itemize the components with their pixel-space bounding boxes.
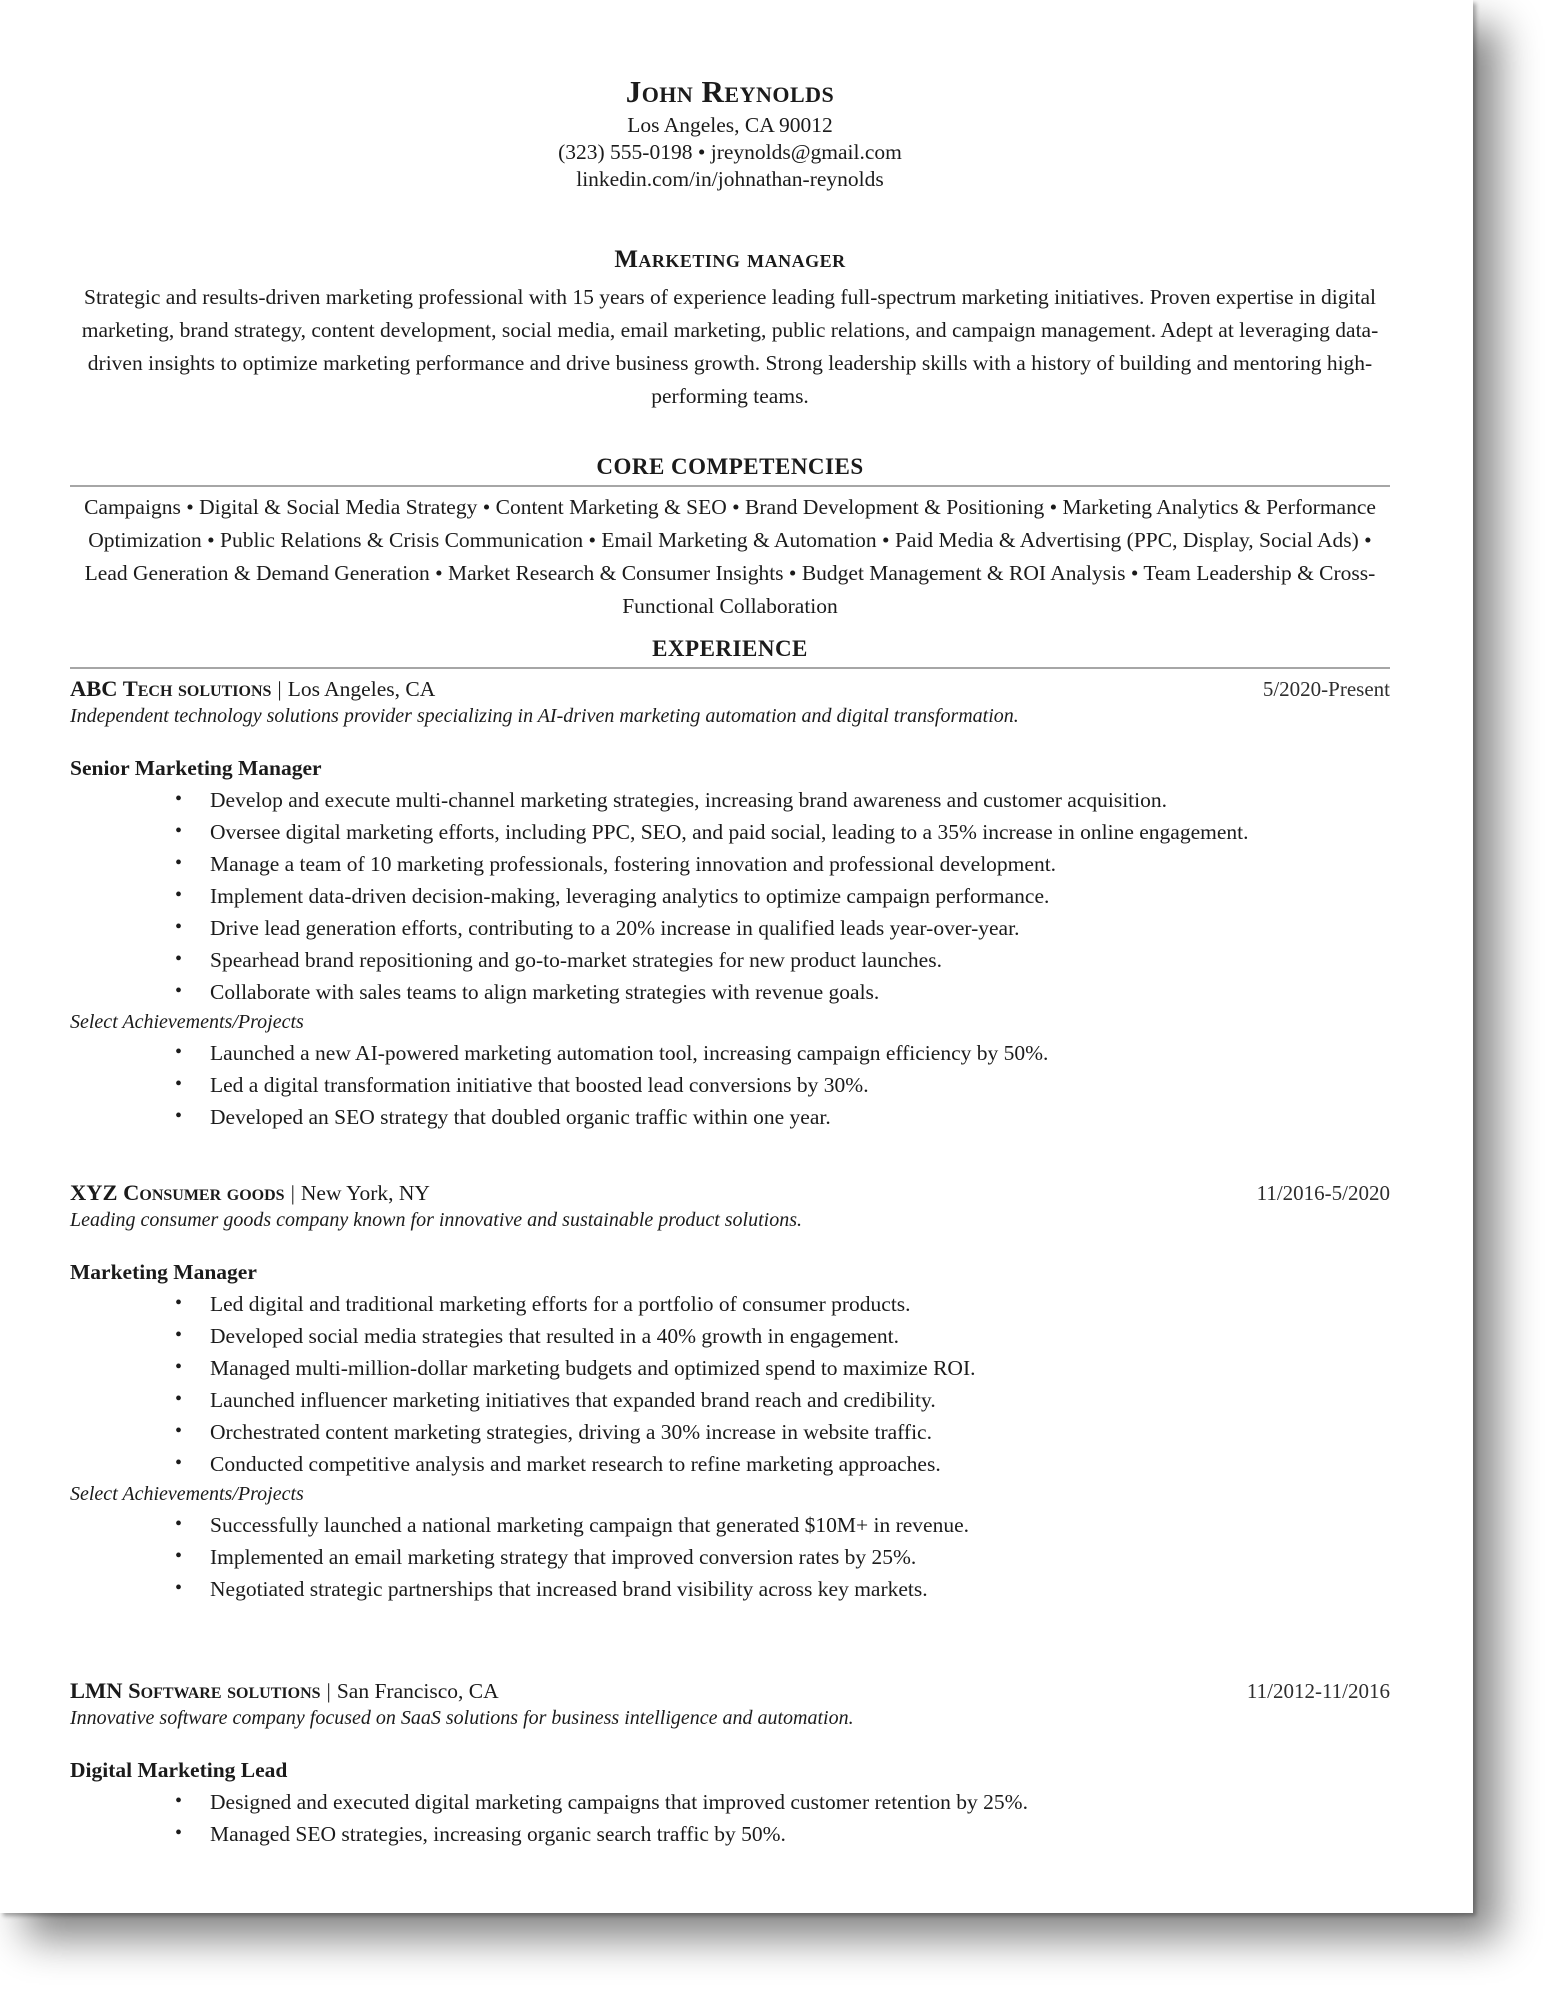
job-bullet: • Led digital and traditional marketing efforts for a portfolio of consumer products. — [210, 1288, 1390, 1320]
job-bullet-list — [70, 1786, 1390, 1850]
job-bullet: • Manage a team of 10 marketing professionals, fostering innovation and professional development. — [210, 848, 1390, 880]
job-dates: 11/2016-5/2020 — [1256, 1181, 1390, 1205]
achievements-list — [70, 1037, 1390, 1133]
job-header — [70, 1677, 1390, 1705]
job-entry-abc-tech — [70, 675, 1390, 1133]
achievement-bullet: • Successfully launched a national marketing campaign that generated $10M+ in revenue. — [210, 1509, 1390, 1541]
section-rule — [70, 667, 1390, 669]
job-bullet: • Oversee digital marketing efforts, including PPC, SEO, and paid social, leading to a 35% increase in online engagement. — [210, 816, 1390, 848]
job-bullet: • Develop and execute multi-channel marketing strategies, increasing brand awareness and customer acquisition. — [210, 784, 1390, 816]
job-role: Digital Marketing Lead — [70, 1758, 288, 1782]
achievements-list — [70, 1509, 1390, 1605]
job-dates: 5/2020-Present — [1262, 677, 1390, 701]
company-name: ABC Tech solutions — [70, 676, 272, 701]
job-bullet: • Drive lead generation efforts, contributing to a 20% increase in qualified leads year-over-year. — [210, 912, 1390, 944]
job-dates: 11/2012-11/2016 — [1246, 1679, 1390, 1703]
job-bullet: • Launched influencer marketing initiatives that expanded brand reach and credibility. — [210, 1384, 1390, 1416]
job-title-line — [70, 675, 435, 703]
section-heading-experience: EXPERIENCE — [652, 636, 808, 661]
job-bullet: • Collaborate with sales teams to align marketing strategies with revenue goals. — [210, 976, 1390, 1008]
job-role: Marketing Manager — [70, 1260, 257, 1284]
job-bullet: • Managed multi-million-dollar marketing budgets and optimized spend to maximize ROI. — [210, 1352, 1390, 1384]
resume-header — [70, 72, 1390, 193]
job-bullet: • Spearhead brand repositioning and go-to-market strategies for new product launches. — [210, 944, 1390, 976]
achievement-bullet: • Negotiated strategic partnerships that increased brand visibility across key markets. — [210, 1573, 1390, 1605]
achievements-label: Select Achievements/Projects — [70, 1011, 304, 1033]
job-header — [70, 675, 1390, 703]
pipe-separator: | — [277, 677, 282, 701]
job-bullet-list — [70, 784, 1390, 1008]
candidate-linkedin: linkedin.com/in/johnathan-reynolds — [576, 167, 884, 191]
job-bullet: • Developed social media strategies that resulted in a 40% growth in engagement. — [210, 1320, 1390, 1352]
candidate-location: Los Angeles, CA 90012 — [627, 113, 833, 137]
job-bullet: • Designed and executed digital marketing campaigns that improved customer retention by 25%. — [210, 1786, 1390, 1818]
job-bullet: • Orchestrated content marketing strategies, driving a 30% increase in website traffic. — [210, 1416, 1390, 1448]
achievement-bullet: • Developed an SEO strategy that doubled organic traffic within one year. — [210, 1101, 1390, 1133]
job-bullet: • Managed SEO strategies, increasing organic search traffic by 50%. — [210, 1818, 1390, 1850]
job-location: New York, NY — [300, 1181, 430, 1205]
company-name: XYZ Consumer goods — [70, 1180, 285, 1205]
job-entry-lmn-software — [70, 1677, 1390, 1850]
pipe-separator: | — [290, 1181, 295, 1205]
job-header — [70, 1179, 1390, 1207]
job-bullet-list — [70, 1288, 1390, 1480]
company-description: Leading consumer goods company known for innovative and sustainable product solutions. — [70, 1209, 802, 1231]
section-heading-core-competencies: CORE COMPETENCIES — [596, 454, 864, 479]
candidate-phone-email: (323) 555-0198 • jreynolds@gmail.com — [558, 140, 902, 164]
achievement-bullet: • Implemented an email marketing strategy that improved conversion rates by 25%. — [210, 1541, 1390, 1573]
candidate-name: John Reynolds — [625, 74, 835, 109]
job-title-line — [70, 1677, 499, 1705]
resume-title: Marketing manager — [614, 246, 846, 273]
company-description: Innovative software company focused on SaaS solutions for business intelligence and automation. — [70, 1707, 854, 1729]
section-rule — [70, 485, 1390, 487]
job-title-line — [70, 1179, 430, 1207]
job-bullet: • Implement data-driven decision-making, leveraging analytics to optimize campaign performance. — [210, 880, 1390, 912]
achievements-label: Select Achievements/Projects — [70, 1483, 304, 1505]
company-description: Independent technology solutions provider specializing in AI-driven marketing automation and digital transformation. — [70, 705, 1019, 727]
achievement-bullet: • Launched a new AI-powered marketing automation tool, increasing campaign efficiency by 50%. — [210, 1037, 1390, 1069]
pipe-separator: | — [326, 1679, 331, 1703]
summary-text: Strategic and results-driven marketing professional with 15 years of experience leading full-spectrum marketing initiatives. Proven expertise in digital marketing, brand strategy, content development, social media, email marketing, public relations, and campaign management. Adept at leveraging data-driven insights to optimize marketing performance and drive business growth. Strong leadership skills with a history of building and mentoring high-performing teams. — [81, 285, 1379, 408]
job-location: Los Angeles, CA — [287, 677, 436, 701]
company-name: LMN Software solutions — [70, 1678, 321, 1703]
competencies-list: Campaigns • Digital & Social Media Strategy • Content Marketing & SEO • Brand Development & Positioning • Marketing Analytics & Performance Optimization • Public Relations & Crisis Communication • Email Marketing & Automation • Paid Media & Advertising (PPC, Display, Social Ads) • Lead Generation & Demand Generation • Market Research & Consumer Insights • Budget Management & ROI Analysis • Team Leadership & Cross-Functional Collaboration — [84, 495, 1376, 618]
job-location: San Francisco, CA — [336, 1679, 499, 1703]
job-entry-xyz-consumer — [70, 1179, 1390, 1605]
job-role: Senior Marketing Manager — [70, 756, 322, 780]
job-bullet: • Conducted competitive analysis and market research to refine marketing approaches. — [210, 1448, 1390, 1480]
achievement-bullet: • Led a digital transformation initiative that boosted lead conversions by 30%. — [210, 1069, 1390, 1101]
